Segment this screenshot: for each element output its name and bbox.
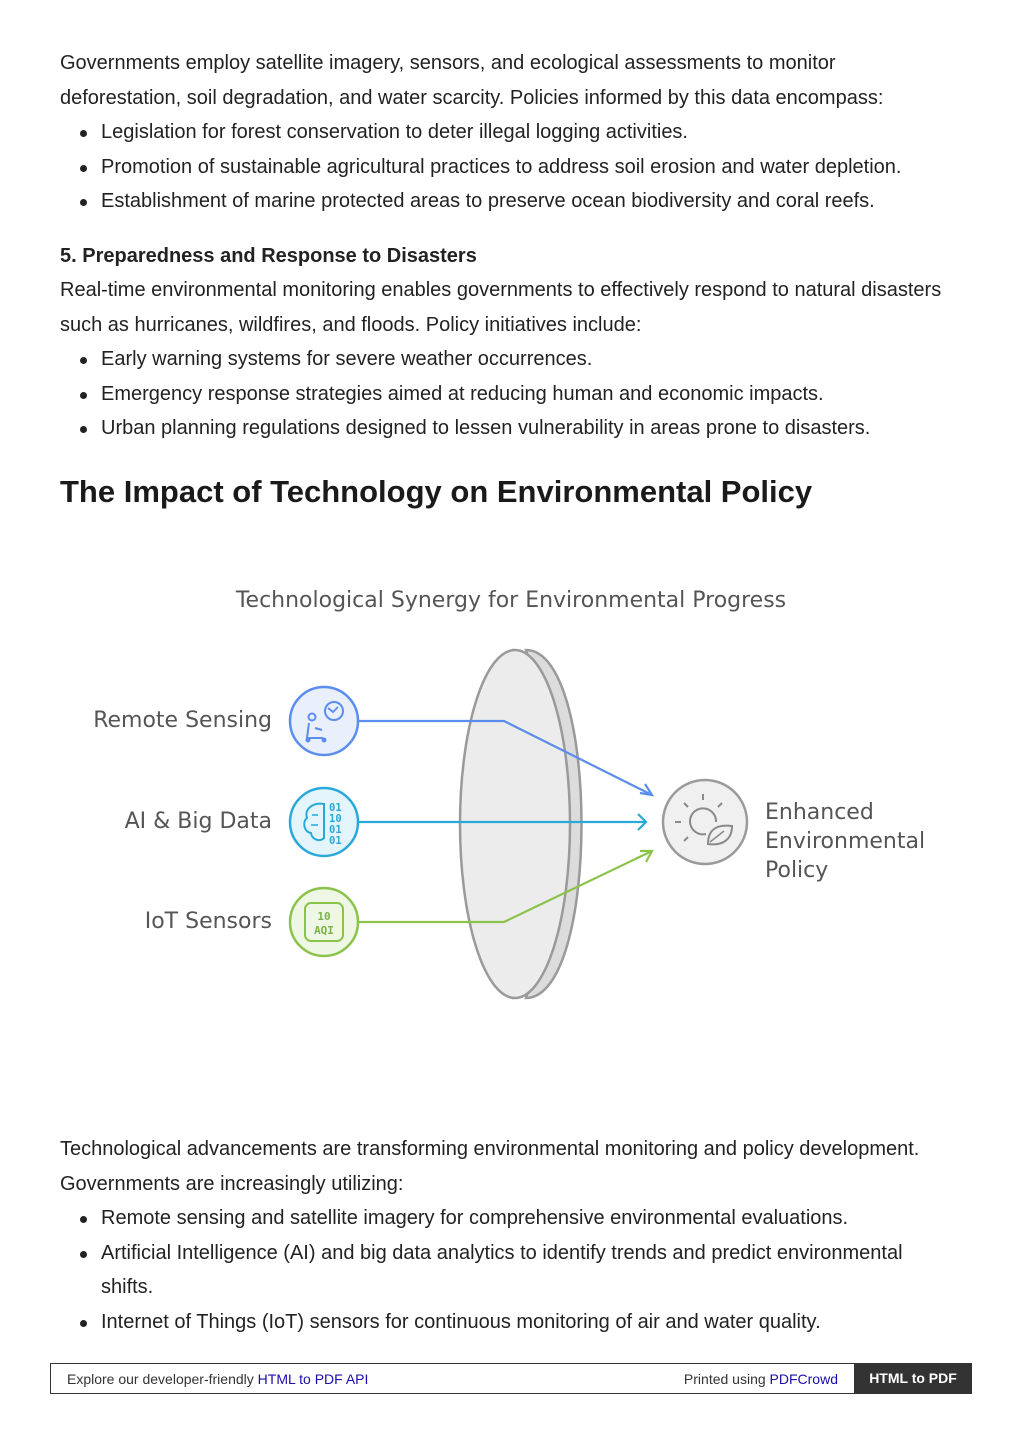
label-ai-big-data: AI & Big Data [124, 808, 272, 834]
lens-shape [460, 650, 582, 998]
svg-text:01: 01 [329, 801, 342, 814]
pdfcrowd-footer [50, 1363, 972, 1394]
list-item: Emergency response strategies aimed at reducing human and economic impacts. [60, 377, 960, 412]
list-item: Internet of Things (IoT) sensors for continuous monitoring of air and water quality. [60, 1305, 960, 1340]
pdfcrowd-link[interactable]: PDFCrowd [769, 1371, 838, 1387]
list-item: Artificial Intelligence (AI) and big data analytics to identify trends and predict environmental shifts. [60, 1236, 960, 1305]
svg-text:AQI: AQI [314, 923, 334, 937]
list-item: Urban planning regulations designed to lessen vulnerability in areas prone to disasters. [60, 411, 960, 446]
binary-digits [329, 802, 342, 847]
footer-left: Explore our developer-friendly HTML to PDF API [67, 1371, 369, 1387]
technology-heading: The Impact of Technology on Environmental Policy [60, 473, 813, 509]
document-page [60, 46, 960, 1340]
label-iot-sensors: IoT Sensors [144, 908, 272, 934]
diagram-title: Technological Synergy for Environmental Progress [235, 587, 787, 613]
intro-list [60, 115, 960, 219]
section5-title: 5. Preparedness and Response to Disasters [60, 244, 477, 267]
label-output: Enhanced Environmental Policy [765, 799, 926, 883]
svg-text:01: 01 [329, 834, 342, 847]
sun-leaf-icon [663, 780, 747, 864]
list-item: Promotion of sustainable agricultural practices to address soil erosion and water depletion. [60, 150, 960, 185]
list-item: Remote sensing and satellite imagery for comprehensive environmental evaluations. [60, 1201, 960, 1236]
technology-list [60, 1201, 960, 1339]
label-remote-sensing: Remote Sensing [93, 707, 272, 733]
air-quality-sensor-icon [290, 888, 358, 956]
section5-list [60, 342, 960, 446]
section5-paragraph: Real-time environmental monitoring enables governments to effectively respond to natural disasters such as hurricanes, wildfires, and floods. Policy initiatives include: [60, 278, 942, 336]
svg-text:10: 10 [329, 812, 342, 825]
synergy-diagram [60, 568, 960, 1088]
svg-text:01: 01 [329, 823, 342, 836]
list-item: Legislation for forest conservation to deter illegal logging activities. [60, 115, 960, 150]
list-item: Establishment of marine protected areas to preserve ocean biodiversity and coral reefs. [60, 184, 960, 219]
brain-binary-icon [290, 788, 358, 856]
svg-text:10: 10 [317, 909, 331, 923]
list-item: Early warning systems for severe weather occurrences. [60, 342, 960, 377]
intro-paragraph: Governments employ satellite imagery, sensors, and ecological assessments to monitor deforestation, soil degradation, and water scarcity. Policies informed by this data encompass: [60, 52, 884, 109]
footer-right: Printed using PDFCrowd [683, 1371, 838, 1387]
html-to-pdf-api-link[interactable]: HTML to PDF API [257, 1371, 369, 1387]
html-to-pdf-button[interactable]: HTML to PDF [854, 1363, 972, 1394]
technology-paragraph: Technological advancements are transforming environmental monitoring and policy development. Governments are increasingly utilizing: [60, 1137, 920, 1195]
satellite-icon [290, 687, 358, 755]
